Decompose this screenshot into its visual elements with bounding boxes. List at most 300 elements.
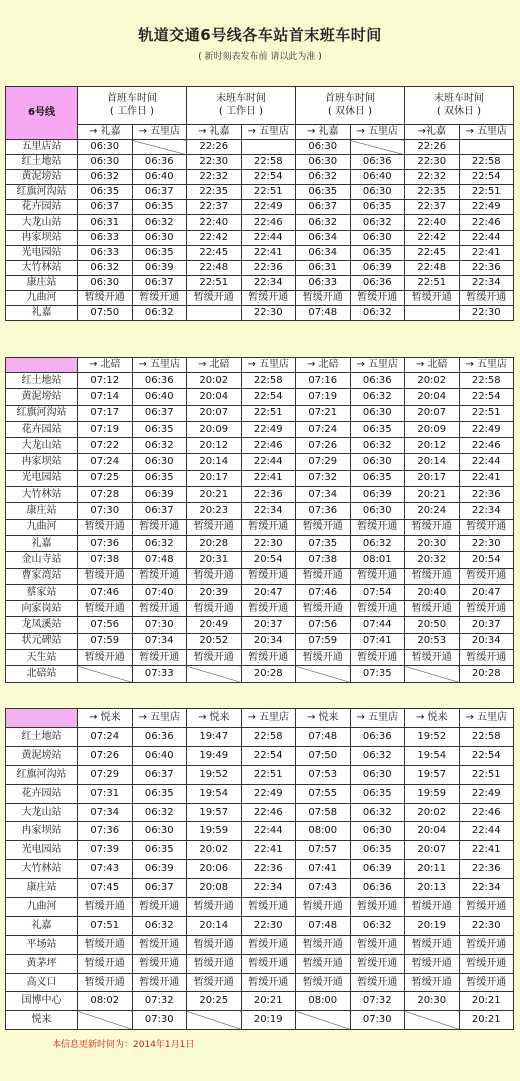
time-cell: 暂缓开通 xyxy=(350,973,405,992)
time-cell: 07:32 xyxy=(296,470,351,486)
time-cell: 07:30 xyxy=(132,617,187,633)
time-cell: 06:34 xyxy=(296,230,351,245)
column-group-label: 首班车时间 xyxy=(107,93,157,104)
time-cell: 20:28 xyxy=(241,666,296,682)
time-cell: 22:49 xyxy=(459,784,514,803)
time-cell: 06:37 xyxy=(296,200,351,215)
direction-label: → 五里店 xyxy=(132,125,187,140)
time-cell: 20:09 xyxy=(405,421,460,437)
station-name: 黄泥塝站 xyxy=(6,170,78,185)
time-cell xyxy=(459,140,514,155)
time-cell: 暂缓开通 xyxy=(296,954,351,973)
time-cell: 06:35 xyxy=(350,841,405,860)
time-cell: 06:39 xyxy=(350,487,405,503)
time-cell: 暂缓开通 xyxy=(132,973,187,992)
time-cell: 07:35 xyxy=(296,535,351,551)
time-cell: 06:30 xyxy=(132,822,187,841)
page-subtitle: ( 新时刻表发布前 请以此为准 ) xyxy=(198,52,322,62)
time-cell: 20:12 xyxy=(405,438,460,454)
time-cell: 08:01 xyxy=(350,552,405,568)
station-row xyxy=(6,746,514,765)
direction-label: → 北碚 xyxy=(296,358,351,373)
station-row xyxy=(6,601,514,617)
station-row xyxy=(6,535,514,551)
time-cell: 暂缓开通 xyxy=(405,898,460,917)
station-name: 光电园站 xyxy=(6,841,78,860)
time-cell: 20:14 xyxy=(187,454,242,470)
time-cell: 06:32 xyxy=(132,916,187,935)
time-cell: 暂缓开通 xyxy=(459,568,514,584)
station-row xyxy=(6,650,514,666)
time-cell: 暂缓开通 xyxy=(296,519,351,535)
time-cell: 06:32 xyxy=(350,535,405,551)
time-cell: 06:35 xyxy=(132,841,187,860)
time-cell: 20:08 xyxy=(187,879,242,898)
time-cell: 06:30 xyxy=(350,765,405,784)
time-cell: 07:38 xyxy=(78,552,133,568)
time-cell: 06:35 xyxy=(132,245,187,260)
time-cell: 22:30 xyxy=(459,535,514,551)
time-cell: 06:37 xyxy=(132,405,187,421)
time-cell: 20:34 xyxy=(241,633,296,649)
time-cell: 22:58 xyxy=(459,728,514,747)
time-cell: 07:30 xyxy=(78,503,133,519)
station-row xyxy=(6,503,514,519)
no-service-cell xyxy=(187,1011,242,1030)
time-cell: 06:37 xyxy=(132,185,187,200)
time-cell: 暂缓开通 xyxy=(405,650,460,666)
direction-label: → 北碚 xyxy=(187,358,242,373)
time-cell: 07:17 xyxy=(78,405,133,421)
time-cell: 07:48 xyxy=(296,916,351,935)
time-cell: 暂缓开通 xyxy=(187,935,242,954)
time-cell: 20:06 xyxy=(187,860,242,879)
station-row xyxy=(6,200,514,215)
time-cell: 07:51 xyxy=(78,916,133,935)
station-row xyxy=(6,822,514,841)
time-cell: 07:36 xyxy=(296,503,351,519)
time-cell: 22:40 xyxy=(405,215,460,230)
station-name: 冉家坝站 xyxy=(6,822,78,841)
station-name: 红土地站 xyxy=(6,728,78,747)
direction-label: → 五里店 xyxy=(459,709,514,728)
time-cell: 07:43 xyxy=(78,860,133,879)
time-cell: 19:54 xyxy=(187,784,242,803)
time-cell: 20:04 xyxy=(405,389,460,405)
time-cell: 暂缓开通 xyxy=(241,898,296,917)
station-name: 康庄站 xyxy=(6,503,78,519)
time-cell: 22:46 xyxy=(459,215,514,230)
time-cell: 22:42 xyxy=(405,230,460,245)
time-cell: 06:36 xyxy=(132,373,187,389)
time-cell: 暂缓开通 xyxy=(78,568,133,584)
time-cell: 07:50 xyxy=(296,746,351,765)
time-cell: 22:45 xyxy=(187,245,242,260)
time-cell: 19:54 xyxy=(405,746,460,765)
time-cell: 22:34 xyxy=(459,879,514,898)
time-cell: 06:30 xyxy=(78,140,133,155)
time-cell: 暂缓开通 xyxy=(459,650,514,666)
time-cell: 22:34 xyxy=(241,879,296,898)
time-cell: 暂缓开通 xyxy=(350,290,405,305)
time-cell: 22:49 xyxy=(459,421,514,437)
time-cell: 07:48 xyxy=(296,306,351,321)
time-cell: 暂缓开通 xyxy=(241,568,296,584)
time-cell: 22:30 xyxy=(187,155,242,170)
station-row xyxy=(6,170,514,185)
time-cell: 20:30 xyxy=(405,535,460,551)
time-cell: 07:48 xyxy=(132,552,187,568)
time-cell: 20:47 xyxy=(241,584,296,600)
timetable xyxy=(5,86,514,321)
time-cell: 暂缓开通 xyxy=(459,898,514,917)
station-row xyxy=(6,584,514,600)
time-cell: 06:36 xyxy=(132,728,187,747)
station-row xyxy=(6,421,514,437)
time-cell: 22:34 xyxy=(459,275,514,290)
no-service-cell xyxy=(78,1011,133,1030)
time-cell: 20:23 xyxy=(187,503,242,519)
time-cell: 06:36 xyxy=(350,155,405,170)
time-cell: 07:19 xyxy=(296,389,351,405)
time-cell: 19:52 xyxy=(187,765,242,784)
station-row xyxy=(6,860,514,879)
time-cell: 20:14 xyxy=(405,454,460,470)
time-cell: 20:09 xyxy=(187,421,242,437)
station-row xyxy=(6,306,514,321)
time-cell: 暂缓开通 xyxy=(132,601,187,617)
station-name: 九曲河 xyxy=(6,519,78,535)
time-cell: 07:24 xyxy=(296,421,351,437)
time-cell: 暂缓开通 xyxy=(350,898,405,917)
station-name: 光电园站 xyxy=(6,245,78,260)
time-cell: 06:36 xyxy=(132,155,187,170)
time-cell: 07:33 xyxy=(132,666,187,682)
time-cell: 暂缓开通 xyxy=(459,601,514,617)
time-cell: 07:14 xyxy=(78,389,133,405)
time-cell: 22:41 xyxy=(241,470,296,486)
time-cell: 06:30 xyxy=(78,275,133,290)
time-cell: 22:40 xyxy=(187,215,242,230)
time-cell: 06:39 xyxy=(350,260,405,275)
station-name: 红土地站 xyxy=(6,155,78,170)
time-cell: 20:34 xyxy=(459,633,514,649)
time-cell: 暂缓开通 xyxy=(241,650,296,666)
station-row xyxy=(6,552,514,568)
time-cell: 20:28 xyxy=(459,666,514,682)
time-cell: 07:41 xyxy=(296,860,351,879)
time-cell: 07:57 xyxy=(296,841,351,860)
time-cell: 暂缓开通 xyxy=(350,935,405,954)
header xyxy=(0,0,520,82)
time-cell: 22:26 xyxy=(187,140,242,155)
time-cell: 19:57 xyxy=(187,803,242,822)
station-row xyxy=(6,438,514,454)
time-cell: 22:51 xyxy=(459,405,514,421)
timetable-section-beibei xyxy=(5,357,513,683)
time-cell: 22:58 xyxy=(241,155,296,170)
time-cell: 20:28 xyxy=(187,535,242,551)
direction-label: → 五里店 xyxy=(350,358,405,373)
time-cell: 08:00 xyxy=(296,822,351,841)
time-cell: 20:31 xyxy=(187,552,242,568)
time-cell: 06:32 xyxy=(350,438,405,454)
time-cell: 暂缓开通 xyxy=(187,954,242,973)
time-cell: 07:35 xyxy=(350,666,405,682)
station-row xyxy=(6,230,514,245)
time-cell: 20:32 xyxy=(405,552,460,568)
no-service-cell xyxy=(350,140,405,155)
time-cell: 22:48 xyxy=(405,260,460,275)
station-row xyxy=(6,916,514,935)
time-cell: 07:12 xyxy=(78,373,133,389)
station-name: 国博中心 xyxy=(6,992,78,1011)
time-cell: 06:35 xyxy=(296,185,351,200)
time-cell: 22:36 xyxy=(241,260,296,275)
time-cell: 07:29 xyxy=(296,454,351,470)
time-cell: 22:30 xyxy=(405,155,460,170)
station-name: 北碚站 xyxy=(6,666,78,682)
time-cell: 06:37 xyxy=(78,200,133,215)
station-row xyxy=(6,879,514,898)
station-name: 黄泥塝站 xyxy=(6,389,78,405)
time-cell: 暂缓开通 xyxy=(350,519,405,535)
time-cell: 暂缓开通 xyxy=(459,290,514,305)
direction-label: → 五里店 xyxy=(241,125,296,140)
time-cell: 暂缓开通 xyxy=(405,568,460,584)
time-cell: 06:32 xyxy=(78,260,133,275)
station-row xyxy=(6,666,514,682)
time-cell: 22:58 xyxy=(241,373,296,389)
time-cell: 06:39 xyxy=(132,260,187,275)
time-cell: 20:02 xyxy=(187,373,242,389)
column-group-header xyxy=(78,87,187,125)
time-cell: 20:52 xyxy=(187,633,242,649)
station-name: 冉家坝站 xyxy=(6,454,78,470)
station-name: 金山寺站 xyxy=(6,552,78,568)
time-cell: 07:48 xyxy=(296,728,351,747)
station-name: 光电园站 xyxy=(6,470,78,486)
time-cell: 07:46 xyxy=(78,584,133,600)
time-cell: 07:22 xyxy=(78,438,133,454)
station-row xyxy=(6,389,514,405)
time-cell: 06:36 xyxy=(350,373,405,389)
header-row xyxy=(6,87,514,125)
station-row xyxy=(6,803,514,822)
time-cell: 22:34 xyxy=(241,275,296,290)
time-cell: 06:32 xyxy=(350,306,405,321)
time-cell: 20:13 xyxy=(405,879,460,898)
time-cell: 22:37 xyxy=(405,200,460,215)
time-cell: 07:59 xyxy=(78,633,133,649)
time-cell: 20:54 xyxy=(459,552,514,568)
time-cell: 22:51 xyxy=(241,185,296,200)
time-cell: 06:30 xyxy=(350,503,405,519)
time-cell: 22:32 xyxy=(187,170,242,185)
time-cell: 22:26 xyxy=(405,140,460,155)
timetable xyxy=(5,708,514,1030)
station-name: 花卉园站 xyxy=(6,200,78,215)
time-cell: 暂缓开通 xyxy=(241,973,296,992)
time-cell: 20:19 xyxy=(241,1011,296,1030)
time-cell: 20:04 xyxy=(187,389,242,405)
time-cell: 20:11 xyxy=(405,860,460,879)
direction-label: → 五里店 xyxy=(132,709,187,728)
time-cell: 06:31 xyxy=(78,215,133,230)
time-cell: 暂缓开通 xyxy=(241,519,296,535)
direction-row xyxy=(6,125,514,140)
time-cell: 06:30 xyxy=(296,140,351,155)
time-cell: 06:32 xyxy=(350,215,405,230)
time-cell: 20:12 xyxy=(187,438,242,454)
time-cell: 22:51 xyxy=(187,275,242,290)
time-cell: 暂缓开通 xyxy=(132,650,187,666)
time-cell: 06:35 xyxy=(132,470,187,486)
station-name: 红旗河沟站 xyxy=(6,765,78,784)
time-cell: 22:54 xyxy=(459,170,514,185)
time-cell: 22:54 xyxy=(241,746,296,765)
time-cell: 06:37 xyxy=(132,879,187,898)
column-group-day: ( 双休日 ) xyxy=(327,106,373,117)
time-cell: 06:40 xyxy=(132,170,187,185)
time-cell: 06:37 xyxy=(132,765,187,784)
time-cell: 07:34 xyxy=(296,487,351,503)
time-cell: 06:32 xyxy=(350,916,405,935)
time-cell: 06:34 xyxy=(296,245,351,260)
time-cell: 暂缓开通 xyxy=(405,973,460,992)
no-service-cell xyxy=(405,1011,460,1030)
time-cell: 06:30 xyxy=(350,454,405,470)
column-group-label: 末班车时间 xyxy=(216,93,266,104)
direction-corner xyxy=(6,358,78,373)
station-row xyxy=(6,992,514,1011)
time-cell: 07:32 xyxy=(350,992,405,1011)
station-row xyxy=(6,290,514,305)
time-cell: 22:30 xyxy=(241,306,296,321)
time-cell: 暂缓开通 xyxy=(78,519,133,535)
time-cell: 07:36 xyxy=(78,535,133,551)
time-cell: 20:17 xyxy=(405,470,460,486)
time-cell: 22:34 xyxy=(241,503,296,519)
time-cell: 06:37 xyxy=(132,503,187,519)
direction-label: → 悦来 xyxy=(187,709,242,728)
time-cell: 20:37 xyxy=(241,617,296,633)
timetable xyxy=(5,357,514,683)
time-cell: 20:17 xyxy=(187,470,242,486)
time-cell: 22:49 xyxy=(241,784,296,803)
time-cell: 06:35 xyxy=(350,200,405,215)
time-cell: 暂缓开通 xyxy=(187,898,242,917)
station-row xyxy=(6,841,514,860)
time-cell: 22:54 xyxy=(241,170,296,185)
time-cell: 22:54 xyxy=(459,389,514,405)
time-cell: 06:40 xyxy=(132,389,187,405)
time-cell: 07:26 xyxy=(78,746,133,765)
time-cell: 暂缓开通 xyxy=(459,519,514,535)
direction-label: → 北碚 xyxy=(78,358,133,373)
station-row xyxy=(6,155,514,170)
time-cell: 07:31 xyxy=(78,784,133,803)
time-cell: 暂缓开通 xyxy=(132,290,187,305)
time-cell: 暂缓开通 xyxy=(459,954,514,973)
direction-label: → 礼嘉 xyxy=(78,125,133,140)
time-cell: 06:35 xyxy=(132,784,187,803)
time-cell: 06:30 xyxy=(350,230,405,245)
time-cell: 07:53 xyxy=(296,765,351,784)
time-cell: 20:25 xyxy=(187,992,242,1011)
time-cell: 22:41 xyxy=(459,841,514,860)
time-cell: 暂缓开通 xyxy=(405,290,460,305)
time-cell: 暂缓开通 xyxy=(78,954,133,973)
time-cell: 06:40 xyxy=(132,746,187,765)
time-cell: 07:46 xyxy=(296,584,351,600)
time-cell: 20:39 xyxy=(187,584,242,600)
time-cell: 22:58 xyxy=(459,373,514,389)
time-cell: 08:02 xyxy=(78,992,133,1011)
time-cell: 暂缓开通 xyxy=(350,601,405,617)
time-cell: 06:31 xyxy=(296,260,351,275)
time-cell: 07:56 xyxy=(78,617,133,633)
time-cell: 20:21 xyxy=(459,1011,514,1030)
time-cell: 06:35 xyxy=(350,421,405,437)
time-cell: 20:30 xyxy=(405,992,460,1011)
station-name: 悦来 xyxy=(6,1011,78,1030)
time-cell: 20:49 xyxy=(187,617,242,633)
station-row xyxy=(6,765,514,784)
station-row xyxy=(6,935,514,954)
direction-row xyxy=(6,709,514,728)
time-cell: 06:30 xyxy=(296,155,351,170)
time-cell: 19:59 xyxy=(187,822,242,841)
time-cell: 暂缓开通 xyxy=(78,898,133,917)
time-cell: 06:35 xyxy=(350,784,405,803)
station-name: 平场站 xyxy=(6,935,78,954)
time-cell: 20:07 xyxy=(405,405,460,421)
time-cell: 20:37 xyxy=(459,617,514,633)
time-cell: 06:39 xyxy=(132,860,187,879)
time-cell: 暂缓开通 xyxy=(405,519,460,535)
direction-label: → 礼嘉 xyxy=(187,125,242,140)
column-group-day: ( 双休日 ) xyxy=(436,106,482,117)
time-cell: 暂缓开通 xyxy=(459,973,514,992)
station-row xyxy=(6,245,514,260)
time-cell: 22:44 xyxy=(459,230,514,245)
time-cell: 06:32 xyxy=(350,803,405,822)
time-cell: 22:41 xyxy=(241,245,296,260)
no-service-cell xyxy=(187,666,242,682)
time-cell: 07:59 xyxy=(296,633,351,649)
time-cell: 20:21 xyxy=(187,487,242,503)
time-cell: 暂缓开通 xyxy=(187,650,242,666)
time-cell: 06:32 xyxy=(132,215,187,230)
time-cell: 22:51 xyxy=(405,275,460,290)
time-cell: 暂缓开通 xyxy=(187,519,242,535)
station-name: 向家岗站 xyxy=(6,601,78,617)
time-cell: 暂缓开通 xyxy=(78,601,133,617)
time-cell: 22:51 xyxy=(241,765,296,784)
time-cell: 暂缓开通 xyxy=(132,935,187,954)
station-row xyxy=(6,519,514,535)
time-cell: 22:30 xyxy=(459,306,514,321)
station-name: 大龙山站 xyxy=(6,803,78,822)
time-cell: 暂缓开通 xyxy=(296,973,351,992)
time-cell: 暂缓开通 xyxy=(241,935,296,954)
time-cell: 暂缓开通 xyxy=(132,568,187,584)
station-name: 红旗河沟站 xyxy=(6,185,78,200)
station-name: 蔡家站 xyxy=(6,584,78,600)
time-cell: 06:35 xyxy=(350,470,405,486)
direction-label: → 五里店 xyxy=(241,709,296,728)
